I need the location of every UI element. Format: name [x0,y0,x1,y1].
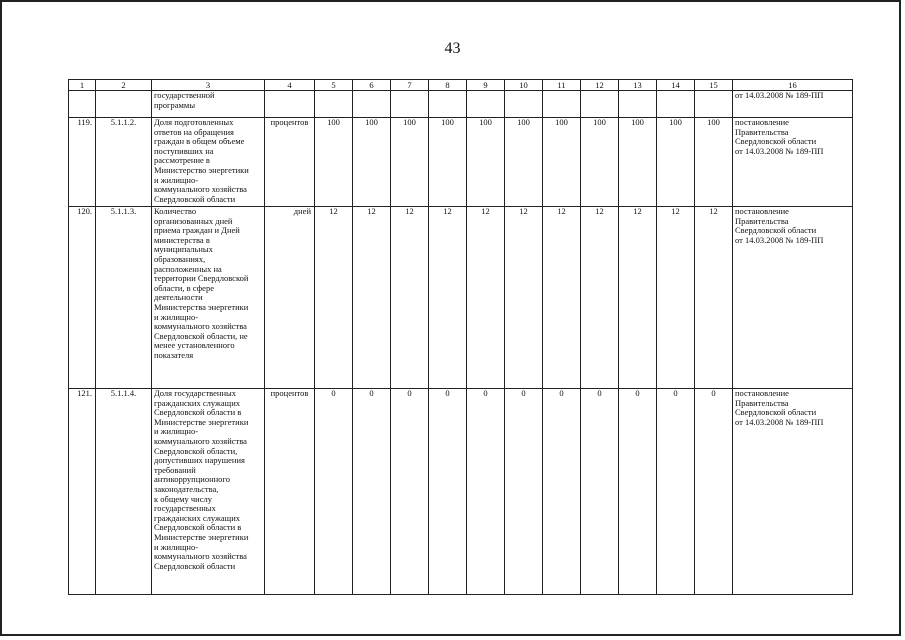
value-cell: 100 [391,118,429,207]
header-cell: 6 [353,80,391,91]
unit-cell: дней [265,207,315,389]
value-cell: 0 [467,389,505,595]
value-cell: 0 [543,389,581,595]
header-cell: 7 [391,80,429,91]
table-row-continuation [69,91,853,118]
header-cell: 1 [69,80,96,91]
header-cell: 8 [429,80,467,91]
header-cell: 4 [265,80,315,91]
value-cell: 12 [429,207,467,389]
source-cell: постановление Правительства Свердловской области от 14.03.2008 № 189-ПП [733,207,853,389]
value-cell: 100 [353,118,391,207]
value-cell: 0 [505,389,543,595]
value-cell: 100 [505,118,543,207]
row-code: 5.1.1.3. [96,207,152,389]
page-number: 43 [444,40,461,57]
value-cell: 12 [657,207,695,389]
indicator-cell: Доля подготовленных ответов на обращения граждан в общем объеме поступивших на рассмотрение в Министерство энергетики и жилищно- коммунального хозяйства Свердловской области [152,118,265,207]
unit-cell: процентов [265,118,315,207]
indicator-cell: Количество организованных дней приема граждан и Дней министерства в муниципальных образованиях, расположенных на территории Свердловской области, в сфере деятельности Министерства энергетики и жилищно- коммунального хозяйства Свердловской области, не менее установленного показателя [152,207,265,389]
value-cell: 100 [543,118,581,207]
value-cell: 0 [581,389,619,595]
value-cell: 100 [657,118,695,207]
source-cell: постановление Правительства Свердловской области от 14.03.2008 № 189-ПП [733,118,853,207]
value-cell: 12 [391,207,429,389]
row-code: 5.1.1.2. [96,118,152,207]
data-table [68,79,853,595]
value-cell: 12 [619,207,657,389]
header-cell: 5 [315,80,353,91]
value-cell: 100 [429,118,467,207]
row-number: 120. [69,207,96,389]
value-cell: 12 [315,207,353,389]
value-cell: 0 [353,389,391,595]
indicator-cell: государственной программы [152,91,265,118]
value-cell: 12 [353,207,391,389]
value-cell: 100 [695,118,733,207]
source-cell: постановление Правительства Свердловской области от 14.03.2008 № 189-ПП [733,389,853,595]
value-cell: 0 [695,389,733,595]
value-cell: 12 [505,207,543,389]
row-code: 5.1.1.4. [96,389,152,595]
value-cell: 12 [695,207,733,389]
header-cell: 10 [505,80,543,91]
value-cell: 0 [391,389,429,595]
value-cell: 100 [315,118,353,207]
row-number: 119. [69,118,96,207]
table-row [69,389,853,595]
header-cell: 3 [152,80,265,91]
unit-cell: процентов [265,389,315,595]
value-cell: 100 [619,118,657,207]
value-cell: 100 [467,118,505,207]
header-cell: 2 [96,80,152,91]
row-number: 121. [69,389,96,595]
header-row [69,80,853,91]
indicator-cell: Доля государственных гражданских служащих Свердловской области в Министерстве энергетики и жилищно- коммунального хозяйства Свердловской области, допустивших нарушения требований антикоррупционного законодательства, к общему числу государственных гражданских служащих Свердловской области в Министерстве энергетики и жилищно- коммунального хозяйства Свердловской области [152,389,265,595]
value-cell: 12 [467,207,505,389]
header-cell: 15 [695,80,733,91]
value-cell: 0 [315,389,353,595]
value-cell: 0 [657,389,695,595]
header-cell: 12 [581,80,619,91]
header-cell: 11 [543,80,581,91]
header-cell: 13 [619,80,657,91]
source-cell: от 14.03.2008 № 189-ПП [733,91,853,118]
header-cell: 16 [733,80,853,91]
value-cell: 0 [429,389,467,595]
value-cell: 0 [619,389,657,595]
value-cell: 12 [581,207,619,389]
value-cell: 12 [543,207,581,389]
header-cell: 14 [657,80,695,91]
header-cell: 9 [467,80,505,91]
table-row [69,118,853,207]
table-row [69,207,853,389]
value-cell: 100 [581,118,619,207]
